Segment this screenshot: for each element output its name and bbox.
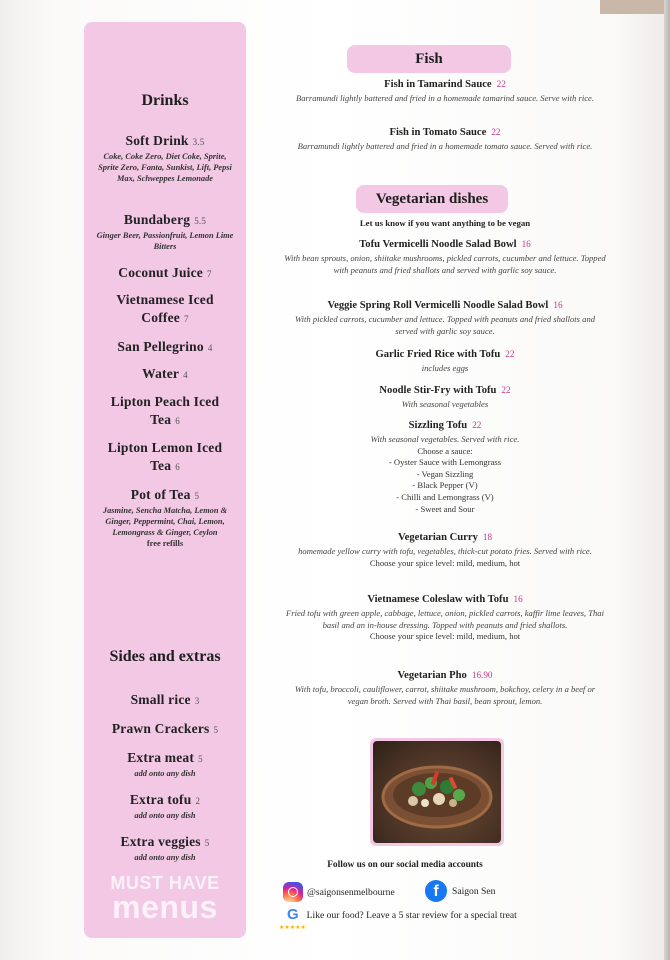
drink-item	[84, 439, 246, 476]
item-name: Vietnamese Coleslaw with Tofu	[367, 594, 509, 605]
side-note: add onto any dish	[134, 811, 196, 820]
menu-item	[280, 298, 610, 337]
dish-illustration	[373, 741, 501, 843]
facebook-link[interactable]	[425, 880, 495, 902]
drink-price: 4	[207, 343, 213, 353]
item-name: Vegetarian Curry	[397, 532, 478, 543]
drink-price: 6	[175, 416, 180, 426]
google-review-text: Like our food? Leave a 5 star review for a special treat	[306, 909, 517, 921]
drink-name-line2: Coffee	[141, 310, 180, 325]
item-name: Vegetarian Pho	[397, 670, 467, 681]
side-note: add onto any dish	[134, 769, 196, 778]
drink-item	[84, 365, 246, 384]
side-item	[84, 749, 246, 779]
drink-item	[84, 291, 246, 328]
item-price: 16	[553, 300, 563, 310]
item-name: Garlic Fried Rice with Tofu	[375, 349, 501, 360]
watermark-line1: MUST HAVE	[110, 873, 220, 893]
sauce-option: - Black Pepper (V)	[412, 480, 478, 491]
item-price: 22	[472, 420, 482, 430]
drink-desc: Ginger Beer, Passionfruit, Lemon Lime Bitters	[96, 231, 234, 251]
item-price: 18	[482, 532, 493, 542]
side-price: 5	[204, 838, 210, 848]
food-photo	[373, 741, 501, 843]
item-desc: includes eggs	[421, 363, 469, 373]
item-name: Fish in Tamarind Sauce	[384, 79, 492, 90]
side-name: Small rice	[130, 692, 191, 707]
menu-item	[280, 237, 610, 276]
side-name: Prawn Crackers	[111, 721, 210, 736]
drink-item	[84, 264, 246, 283]
side-price: 2	[195, 796, 201, 806]
item-price: 22	[496, 79, 506, 89]
side-item	[84, 720, 246, 739]
item-price: 22	[501, 385, 511, 395]
drink-price: 4	[183, 370, 188, 380]
side-price: 3	[194, 696, 200, 706]
social-heading: Follow us on our social media accounts	[327, 860, 483, 870]
drinks-heading: Drinks	[141, 92, 189, 109]
menu-item	[280, 383, 610, 411]
item-name: Sizzling Tofu	[408, 420, 468, 431]
menu-item	[280, 77, 610, 105]
drink-price: 7	[183, 314, 189, 324]
sauce-heading: Choose a sauce:	[417, 445, 473, 456]
sides-heading: Sides and extras	[109, 648, 221, 665]
fish-heading: Fish	[347, 45, 511, 73]
menu-item	[280, 592, 610, 643]
side-note: add onto any dish	[134, 853, 196, 862]
side-name: Extra meat	[127, 750, 195, 765]
drink-name-line2: Tea	[150, 458, 172, 473]
sauce-option: - Chilli and Lemongrass (V)	[396, 491, 494, 502]
drink-item	[84, 338, 246, 357]
side-name: Extra tofu	[129, 792, 192, 807]
drink-note: free refills	[146, 539, 184, 549]
side-price: 5	[213, 725, 219, 735]
spice-level: Choose your spice level: mild, medium, hot	[369, 557, 521, 568]
side-item	[84, 833, 246, 863]
sauce-option: - Sweet and Sour	[415, 503, 475, 514]
spice-level: Choose your spice level: mild, medium, hot	[369, 631, 521, 642]
menu-item	[280, 418, 610, 515]
item-name: Veggie Spring Roll Vermicelli Noodle Salad Bowl	[327, 300, 549, 311]
item-desc: With seasonal vegetables. Served with rice.	[370, 434, 520, 444]
watermark-line2: menus	[112, 889, 218, 925]
item-price: 16	[521, 239, 531, 249]
item-desc: Fried tofu with green apple, cabbage, lettuce, onion, pickled carrots, kaffir lime leaves, Thai basil and an in-house dressing. Topped with peanuts and fried shallots.	[286, 608, 604, 630]
vegan-note: Let us know if you want anything to be vegan	[359, 218, 531, 228]
watermark-logo	[84, 873, 246, 925]
instagram-handle: @saigonsenmelbourne	[307, 886, 395, 898]
item-desc: With bean sprouts, onion, shiitake mushrooms, pickled carrots, cucumber and lettuce. Topped with peanuts and fried shallots and served with garlic soy sauce.	[284, 253, 606, 275]
drink-name: San Pellegrino	[117, 339, 204, 354]
drink-price: 3.5	[192, 137, 205, 147]
background-strip	[600, 0, 670, 14]
menu-item	[280, 530, 610, 569]
facebook-name: Saigon Sen	[452, 885, 496, 897]
menu-item	[280, 347, 610, 375]
drink-desc: Coke, Coke Zero, Diet Coke, Sprite, Sprite Zero, Fanta, Sunkist, Lift, Pepsi Max, Schweppes Lemonade	[98, 152, 232, 183]
item-price: 22	[491, 127, 501, 137]
sauce-option: - Vegan Sizzling	[416, 468, 474, 479]
drink-item	[84, 132, 246, 184]
drink-name: Water	[142, 366, 180, 381]
drinks-sides-panel	[84, 22, 246, 938]
star-rating-icon: ★★★★★	[279, 925, 306, 931]
drink-item	[84, 486, 246, 549]
side-item	[84, 791, 246, 821]
item-name: Tofu Vermicelli Noodle Salad Bowl	[359, 239, 517, 250]
side-price: 5	[198, 754, 203, 764]
food-photo-frame	[370, 738, 504, 846]
side-item	[84, 691, 246, 710]
drink-name: Bundaberg	[123, 212, 191, 227]
drink-desc: Jasmine, Sencha Matcha, Lemon & Ginger, Peppermint, Chai, Lemon, Lemongrass & Ginger, Ceylon	[102, 506, 228, 537]
side-name: Extra veggies	[120, 834, 201, 849]
item-price: 16.90	[471, 670, 493, 680]
item-name: Noodle Stir-Fry with Tofu	[379, 385, 497, 396]
item-name: Fish in Tomato Sauce	[389, 127, 487, 138]
instagram-link[interactable]	[283, 882, 395, 902]
sauce-option: - Oyster Sauce with Lemongrass	[388, 457, 502, 468]
drink-price: 5	[194, 491, 200, 501]
google-review-link[interactable]	[287, 908, 517, 922]
drink-price: 5.5	[194, 216, 207, 226]
menu-item	[280, 125, 610, 153]
drink-name-line2: Tea	[150, 412, 172, 427]
item-desc: homemade yellow curry with tofu, vegetables, thick-cut potato fries. Served with rice.	[298, 546, 592, 556]
drink-name: Pot of Tea	[130, 487, 191, 502]
google-icon: G	[287, 906, 299, 923]
drink-name: Soft Drink	[125, 133, 189, 148]
item-price: 22	[505, 349, 515, 359]
item-desc: With tofu, broccoli, cauliflower, carrot, shiitake mushroom, bokchoy, celery in a beef or vegan broth. Served with Thai basil, bean sprout, lemon.	[294, 684, 596, 706]
drink-name: Lipton Peach Iced	[110, 394, 220, 409]
menu-item	[280, 668, 610, 707]
item-desc: With seasonal vegetables	[401, 399, 489, 409]
drink-item	[84, 393, 246, 430]
item-price: 16	[513, 594, 523, 604]
drink-name: Coconut Juice	[118, 265, 204, 280]
drink-name: Lipton Lemon Iced	[107, 440, 223, 455]
drink-name: Vietnamese Iced	[116, 292, 214, 307]
drink-item	[84, 211, 246, 253]
drink-price: 6	[175, 462, 180, 472]
drink-price: 7	[207, 269, 212, 279]
instagram-icon	[283, 882, 303, 902]
item-desc: With pickled carrots, cucumber and lettuce. Topped with peanuts and fried shallots and served with garlic soy sauce.	[294, 314, 596, 336]
item-desc: Barramundi lightly battered and fried in a homemade tomato sauce. Served with rice.	[297, 141, 593, 151]
facebook-icon: f	[425, 880, 447, 902]
item-desc: Barramundi lightly battered and fried in a homemade tamarind sauce. Serve with rice.	[295, 93, 595, 103]
vegetarian-heading: Vegetarian dishes	[356, 185, 508, 213]
page-edge-shadow	[664, 0, 670, 960]
